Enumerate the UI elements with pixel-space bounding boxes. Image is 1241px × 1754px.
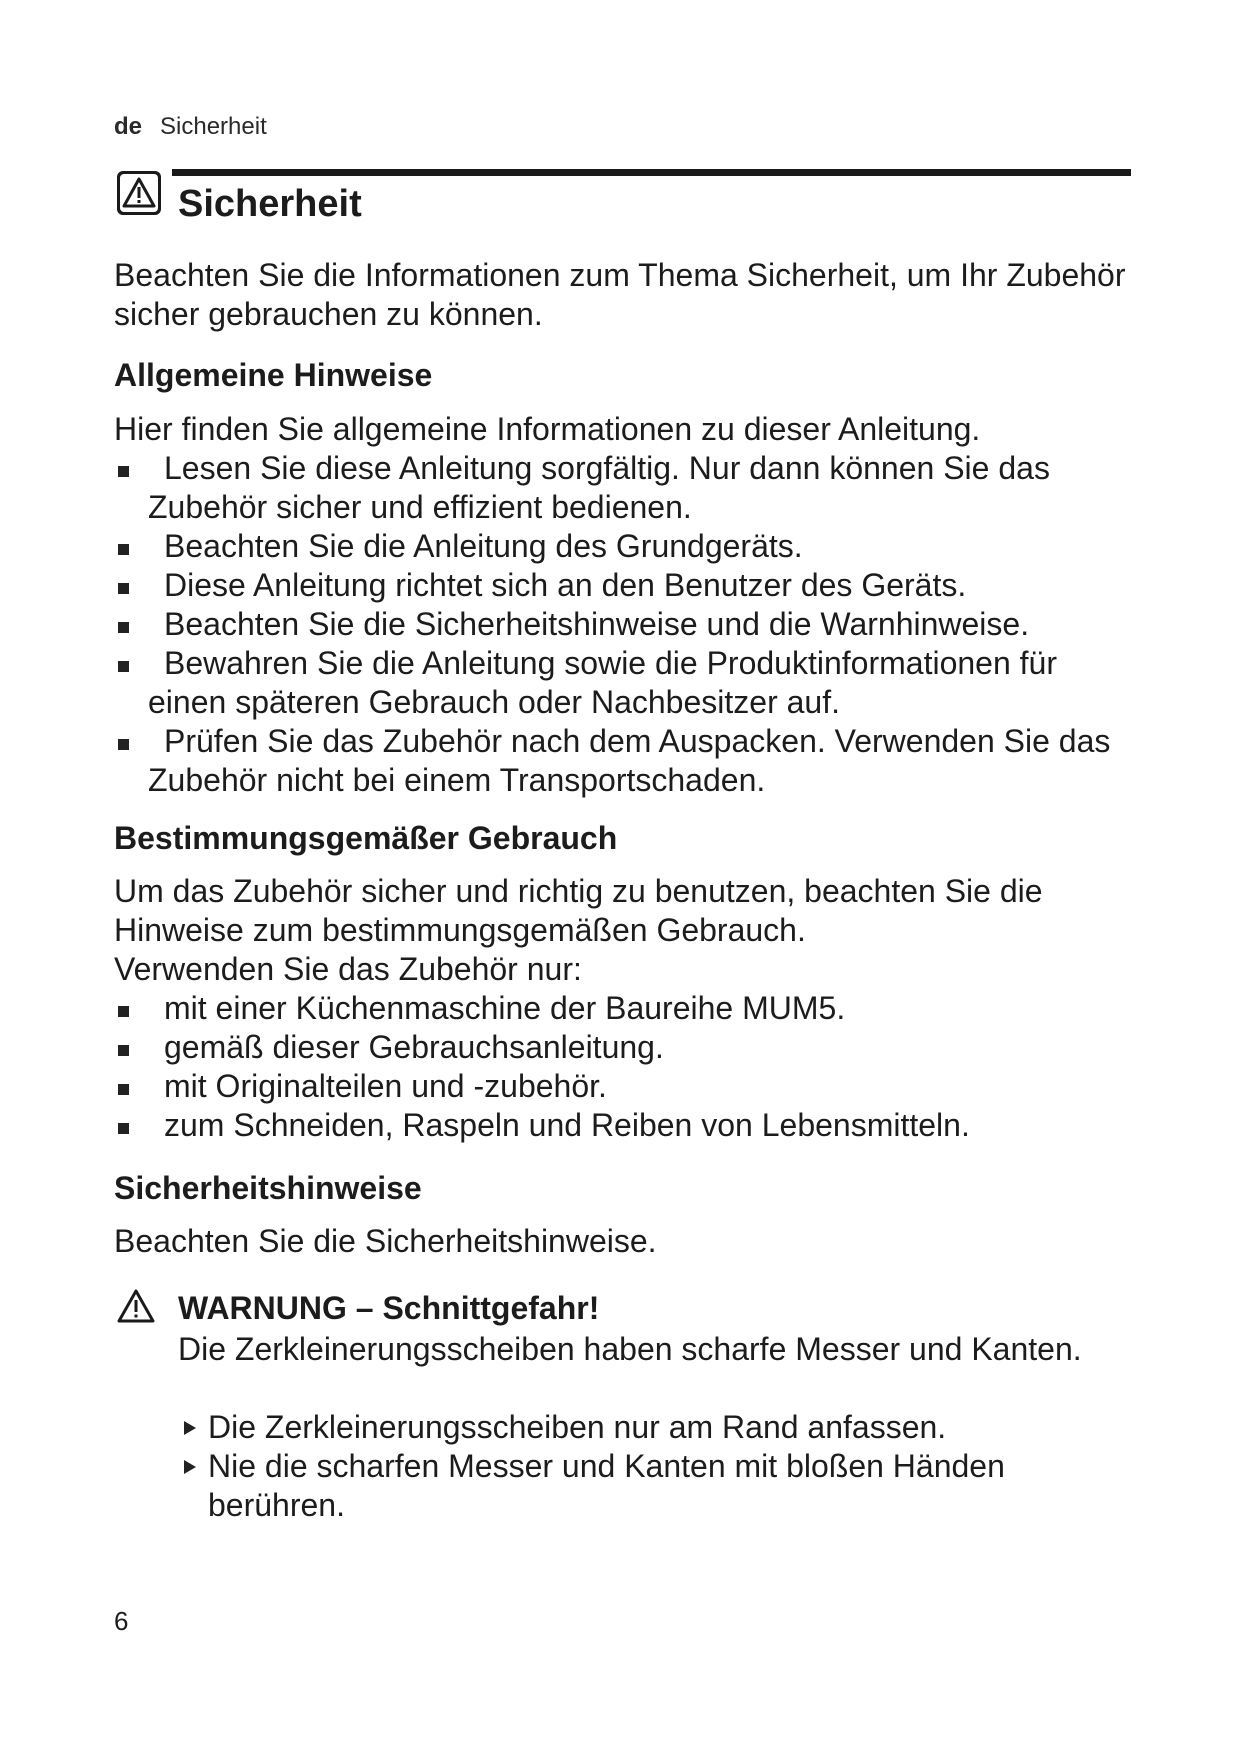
list-item: Diese Anleitung richtet sich an den Benutzer des Geräts. bbox=[114, 566, 1134, 605]
usage-intro: Verwenden Sie das Zubehör nur: bbox=[114, 951, 582, 987]
intro-text: Beachten Sie die Informationen zum Thema Sicherheit, um Ihr Zubehör sicher gebrauchen zu können. bbox=[114, 257, 1126, 332]
heading-general: Allgemeine Hinweise bbox=[114, 357, 433, 393]
page-number: 6 bbox=[114, 1606, 129, 1636]
list-item: Bewahren Sie die Anleitung sowie die Produktinformationen für einen späteren Gebrauch oder Nachbesitzer auf. bbox=[114, 644, 1134, 722]
warning-steps bbox=[178, 1408, 1138, 1525]
usage-text: Um das Zubehör sicher und richtig zu benutzen, beachten Sie die Hinweise zum bestimmungsgemäßen Gebrauch. bbox=[114, 873, 1043, 948]
list-item: Beachten Sie die Anleitung des Grundgeräts. bbox=[114, 527, 1134, 566]
list-item: mit Originalteilen und -zubehör. bbox=[114, 1067, 1134, 1106]
warning-badge-icon bbox=[116, 170, 162, 216]
list-item: zum Schneiden, Raspeln und Reiben von Lebensmitteln. bbox=[114, 1106, 1134, 1145]
warning-text: Die Zerkleinerungsscheiben haben scharfe Messer und Kanten. bbox=[178, 1331, 1082, 1367]
general-list bbox=[114, 449, 1134, 800]
title-rule bbox=[172, 169, 1131, 176]
heading-safety: Sicherheitshinweise bbox=[114, 1170, 422, 1206]
page-title: Sicherheit bbox=[178, 183, 362, 225]
list-item: Prüfen Sie das Zubehör nach dem Auspacken. Verwenden Sie das Zubehör nicht bei einem Transportschaden. bbox=[114, 722, 1134, 800]
language-code: de bbox=[114, 113, 143, 140]
general-text: Hier finden Sie allgemeine Informationen zu dieser Anleitung. bbox=[114, 411, 981, 447]
warning-title: WARNUNG – Schnittgefahr! bbox=[178, 1290, 600, 1326]
header-section: Sicherheit bbox=[160, 113, 267, 140]
step-item: Die Zerkleinerungsscheiben nur am Rand anfassen. bbox=[178, 1408, 1138, 1447]
list-item: Beachten Sie die Sicherheitshinweise und die Warnhinweise. bbox=[114, 605, 1134, 644]
warning-triangle-icon bbox=[116, 1288, 156, 1324]
heading-usage: Bestimmungsgemäßer Gebrauch bbox=[114, 820, 618, 856]
step-item: Nie die scharfen Messer und Kanten mit bloßen Händen berühren. bbox=[178, 1447, 1138, 1525]
list-item: mit einer Küchenmaschine der Baureihe MUM5. bbox=[114, 989, 1134, 1028]
list-item: gemäß dieser Gebrauchsanleitung. bbox=[114, 1028, 1134, 1067]
page-header bbox=[114, 113, 267, 141]
list-item: Lesen Sie diese Anleitung sorgfältig. Nur dann können Sie das Zubehör sicher und effizient bedienen. bbox=[114, 449, 1134, 527]
safety-text: Beachten Sie die Sicherheitshinweise. bbox=[114, 1223, 657, 1259]
usage-list bbox=[114, 989, 1134, 1145]
